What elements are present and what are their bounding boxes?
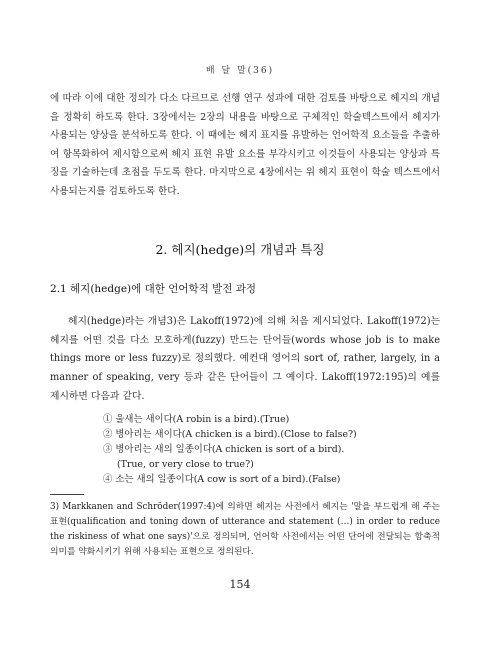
- subsection-title: 2.1 헤지(hedge)에 대한 언어학적 발전 과정: [50, 283, 257, 295]
- page-number: 154: [229, 578, 251, 591]
- running-header: 배 달 말(36): [205, 66, 275, 76]
- footnote: [50, 500, 440, 560]
- example-item: ③ 병아리는 새의 일종이다(A chicken is sort of a bird).: [103, 444, 345, 455]
- footnote-divider: [50, 494, 84, 495]
- intro-text: 에 따라 이에 대한 정의가 다소 다르므로 선행 연구 성과에 대한 검토를 바탕으로 헤지의 개념을 정확히 하도록 한다. 3장에서는 2장의 내용을 바탕으로 구체적인 학술텍스트에서 헤지가 사용되는 양상을 분석하도록 한다. 이 때에는 헤지 표지를 유발하는 언어학적 요소들을 추출하여 항목화하여 제시함으로써 헤지 표현 유발 요소를 부각시키고 이것들이 사용되는 양상과 특징을 기술하는데 초점을 두도록 한다. 마지막으로 4장에서는 위 헤지 표현이 학술 텍스트에서 사용되는지를 검토하도록 한다.: [50, 93, 440, 197]
- body-text: 헤지(hedge)라는 개념3)은 Lakoff(1972)에 의해 처음 제시되었다. Lakoff(1972)는 헤지를 어떤 것을 다소 모호하게(fuzzy) 만드는 단어들(words whose job is to make things more or less fuzzy)로 정의했다. 예컨대 영어의 sort of, rather, largely, in a manner of speaking, very 등과 같은 단어들이 그 예이다. Lakoff(1972:195)의 예를 제시하면 다음과 같다.: [50, 316, 440, 402]
- example-item: ② 병아리는 새이다(A chicken is a bird).(Close to false?): [103, 429, 357, 440]
- body-paragraph: [50, 313, 440, 407]
- intro-paragraph: [50, 90, 440, 202]
- example-list: [103, 412, 443, 487]
- example-item-continuation: (True, or very close to true?): [117, 459, 254, 470]
- footnote-text: 3) Markkanen and Schröder(1997:4)에 의하면 헤지는 사전에서 헤지는 '말을 부드럽게 해 주는 표현(qualification and toning down of utterance and statement (…) in order to reduce the riskiness of what one says)'으로 정의되며, 언어학 사전에서는 어떤 단어에 전달되는 함축적 의미를 약화시키기 위해 사용되는 표현으로 정의된다.: [50, 502, 440, 557]
- example-item: ① 울새는 새이다(A robin is a bird).(True): [103, 414, 290, 425]
- example-item: ④ 소는 새의 일종이다(A cow is sort of a bird).(False): [103, 474, 341, 485]
- section-title: 2. 헤지(hedge)의 개념과 특징: [155, 242, 325, 257]
